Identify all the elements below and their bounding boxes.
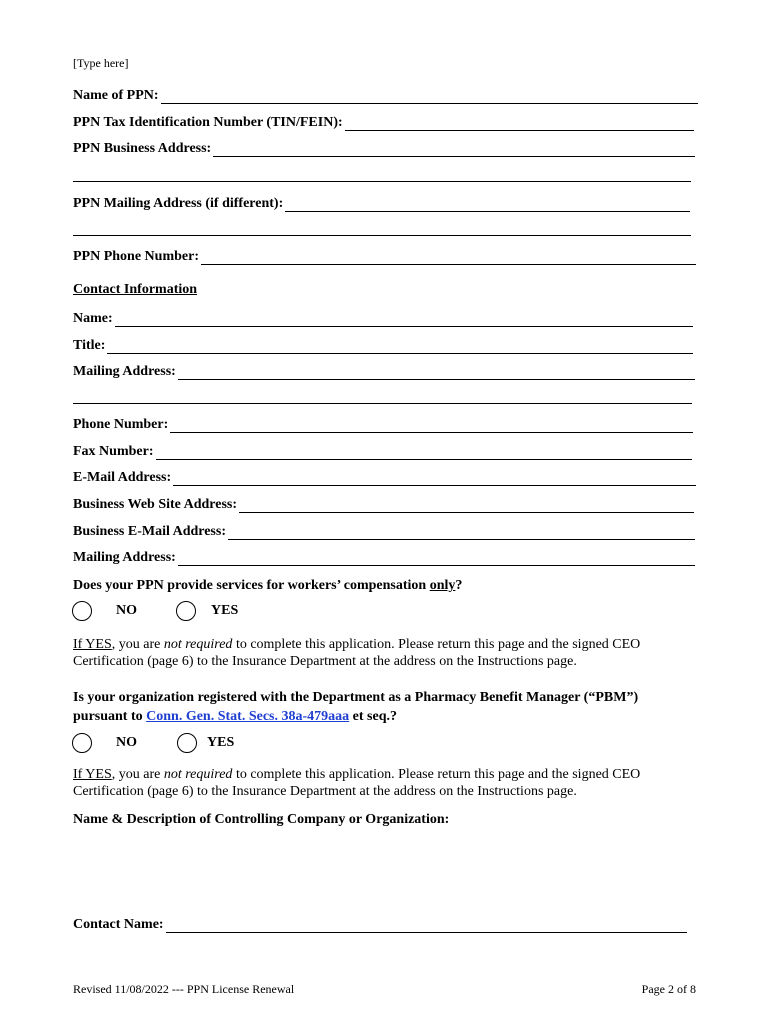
ppn-mailing-address-line-2[interactable] <box>73 235 691 236</box>
pbm-note-italic: not required <box>163 767 233 782</box>
statute-link[interactable]: Conn. Gen. Stat. Secs. 38a-479aaa <box>146 709 350 724</box>
pbm-yes-label: YES <box>207 735 235 750</box>
ppn-phone-line[interactable] <box>201 250 696 265</box>
ppn-business-address-field[interactable] <box>73 139 695 157</box>
contact-mailing-address-2-label: Mailing Address: <box>73 550 176 565</box>
pbm-yes-option[interactable] <box>177 733 234 753</box>
ppn-business-address-label: PPN Business Address: <box>73 141 212 156</box>
contact-email-field[interactable] <box>73 468 696 486</box>
contact-name-bottom-line[interactable] <box>166 918 687 933</box>
workers-comp-question <box>73 576 462 595</box>
business-website-line[interactable] <box>239 498 694 513</box>
business-website-label: Business Web Site Address: <box>73 497 238 512</box>
ppn-tin-field[interactable] <box>73 113 694 131</box>
workers-comp-note <box>73 636 703 670</box>
business-email-field[interactable] <box>73 522 695 540</box>
contact-fax-field[interactable] <box>73 442 692 460</box>
contact-mailing-address-2-field[interactable] <box>73 548 695 566</box>
ppn-mailing-address-label: PPN Mailing Address (if different): <box>73 196 284 211</box>
ppn-name-label: Name of PPN: <box>73 88 159 103</box>
contact-email-line[interactable] <box>173 471 696 486</box>
controlling-company-area[interactable] <box>73 832 693 912</box>
contact-information-heading: Contact Information <box>73 282 198 297</box>
ppn-phone-label: PPN Phone Number: <box>73 249 199 264</box>
pbm-question-line1: Is your organization registered with the Department as a Pharmacy Benefit Manager (“PBM”) <box>73 690 639 705</box>
pbm-no-radio[interactable] <box>72 733 92 753</box>
ppn-name-line[interactable] <box>161 89 698 104</box>
contact-fax-label: Fax Number: <box>73 444 154 459</box>
contact-name-bottom-field[interactable] <box>73 915 687 933</box>
contact-name-label: Name: <box>73 311 113 326</box>
workers-comp-yes-radio[interactable] <box>176 601 196 621</box>
contact-mailing-address-label: Mailing Address: <box>73 364 176 379</box>
pbm-question-pursuant: pursuant to <box>73 709 147 724</box>
contact-email-label: E-Mail Address: <box>73 470 172 485</box>
contact-mailing-address-field[interactable] <box>73 362 695 380</box>
workers-comp-yes-label: YES <box>211 603 239 618</box>
contact-name-field[interactable] <box>73 309 693 327</box>
workers-comp-note-rest: to complete this application. Please return this page and the signed CEO Certification (page 6) to the Insurance Department at the address on the Instructions page. <box>73 637 641 669</box>
ppn-mailing-address-line[interactable] <box>285 197 690 212</box>
contact-title-field[interactable] <box>73 336 693 354</box>
workers-comp-yes-option[interactable] <box>176 601 238 621</box>
pbm-note-mid: , you are <box>111 767 164 782</box>
workers-comp-question-text: Does your PPN provide services for workers’ compensation <box>73 578 430 593</box>
ppn-business-address-line-2[interactable] <box>73 181 691 182</box>
contact-phone-label: Phone Number: <box>73 417 169 432</box>
workers-comp-no-radio[interactable] <box>72 601 92 621</box>
pbm-note <box>73 766 703 800</box>
workers-comp-note-if-yes: If YES <box>73 637 112 652</box>
controlling-company-label: Name & Description of Controlling Company or Organization: <box>73 812 450 827</box>
header-note: [Type here] <box>73 56 129 70</box>
pbm-question-end: et seq.? <box>349 709 397 724</box>
contact-title-line[interactable] <box>107 339 693 354</box>
business-website-field[interactable] <box>73 495 694 513</box>
business-email-label: Business E-Mail Address: <box>73 524 226 539</box>
contact-title-label: Title: <box>73 338 106 353</box>
ppn-tin-line[interactable] <box>345 116 694 131</box>
contact-phone-field[interactable] <box>73 415 693 433</box>
contact-mailing-address-line[interactable] <box>178 365 695 380</box>
ppn-tin-label: PPN Tax Identification Number (TIN/FEIN): <box>73 115 343 130</box>
contact-mailing-address-line-2[interactable] <box>73 403 692 404</box>
workers-comp-no-option[interactable] <box>72 601 137 621</box>
pbm-yes-radio[interactable] <box>177 733 197 753</box>
ppn-name-field[interactable] <box>73 86 698 104</box>
workers-comp-question-end: ? <box>455 578 463 593</box>
contact-mailing-address-2-line[interactable] <box>178 551 695 566</box>
pbm-note-rest: to complete this application. Please return this page and the signed CEO Certification (page 6) to the Insurance Department at the address on the Instructions page. <box>73 767 641 799</box>
pbm-no-label: NO <box>116 735 137 750</box>
workers-comp-note-mid: , you are <box>111 637 164 652</box>
footer-page-number: Page 2 of 8 <box>641 982 696 996</box>
workers-comp-question-only: only <box>429 578 456 593</box>
contact-name-line[interactable] <box>115 312 693 327</box>
contact-fax-line[interactable] <box>156 445 693 460</box>
contact-phone-line[interactable] <box>170 418 693 433</box>
business-email-line[interactable] <box>228 525 695 540</box>
pbm-no-option[interactable] <box>72 733 137 753</box>
ppn-business-address-line[interactable] <box>213 142 695 157</box>
ppn-mailing-address-field[interactable] <box>73 194 690 212</box>
pbm-note-if-yes: If YES <box>73 767 112 782</box>
workers-comp-note-italic: not required <box>163 637 233 652</box>
pbm-question <box>73 688 713 726</box>
contact-name-bottom-label: Contact Name: <box>73 917 164 932</box>
ppn-phone-field[interactable] <box>73 247 696 265</box>
footer-revision: Revised 11/08/2022 --- PPN License Renewal <box>73 982 295 996</box>
workers-comp-no-label: NO <box>116 603 137 618</box>
